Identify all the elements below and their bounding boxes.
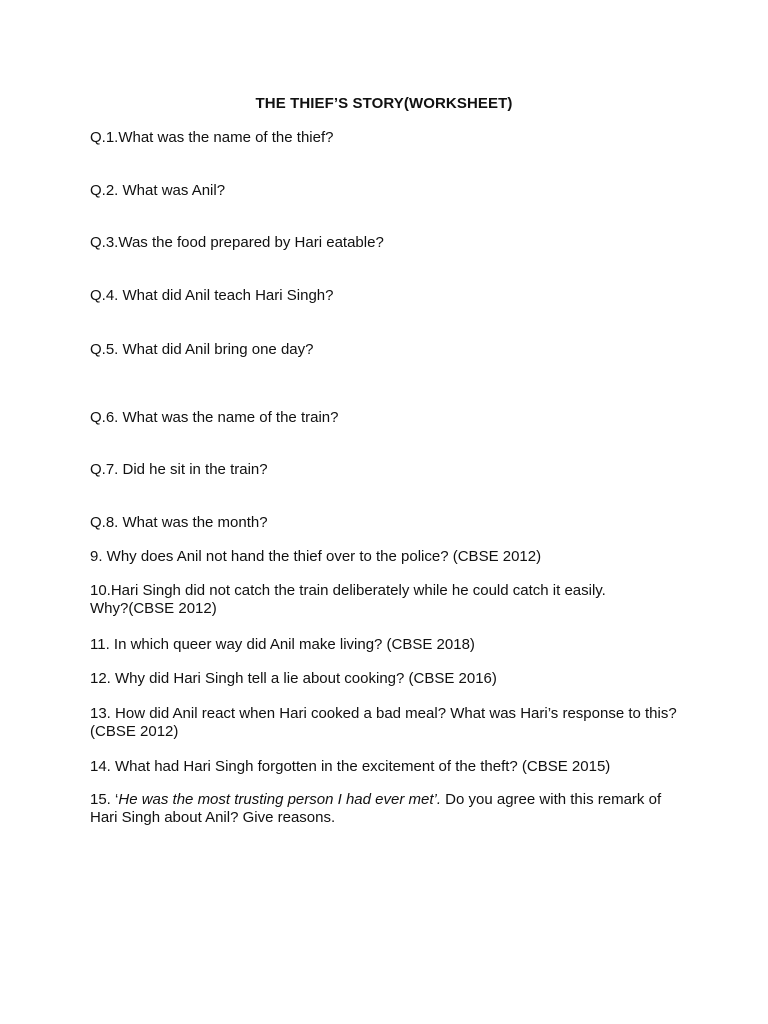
question-9: 9. Why does Anil not hand the thief over to the police? (CBSE 2012)	[90, 548, 542, 565]
question-15-rest: Do you agree with this remark of Hari Singh about Anil? Give reasons.	[90, 791, 662, 826]
question-7: Q.7. Did he sit in the train?	[90, 461, 268, 478]
question-15-quote-end: ’.	[433, 791, 442, 808]
question-14: 14. What had Hari Singh forgotten in the excitement of the theft? (CBSE 2015)	[90, 758, 611, 775]
question-1: Q.1.What was the name of the thief?	[90, 129, 334, 146]
worksheet-title: THE THIEF’S STORY(WORKSHEET)	[255, 95, 513, 112]
question-8: Q.8. What was the month?	[90, 514, 268, 531]
question-12: 12. Why did Hari Singh tell a lie about cooking? (CBSE 2016)	[90, 670, 497, 687]
question-6: Q.6. What was the name of the train?	[90, 409, 339, 426]
question-3: Q.3.Was the food prepared by Hari eatable?	[90, 234, 384, 251]
question-13: 13. How did Anil react when Hari cooked a bad meal? What was Hari’s response to this? (CBSE 2012)	[90, 705, 677, 740]
question-11: 11. In which queer way did Anil make living? (CBSE 2018)	[90, 636, 475, 653]
question-15-quote: He was the most trusting person I had ever met	[118, 791, 434, 808]
question-10: 10.Hari Singh did not catch the train deliberately while he could catch it easily. Why?(CBSE 2012)	[90, 582, 606, 617]
question-4: Q.4. What did Anil teach Hari Singh?	[90, 287, 334, 304]
question-15	[90, 791, 685, 827]
question-5: Q.5. What did Anil bring one day?	[90, 341, 314, 358]
question-2: Q.2. What was Anil?	[90, 182, 226, 199]
question-15-prefix: 15. ‘	[90, 791, 119, 808]
